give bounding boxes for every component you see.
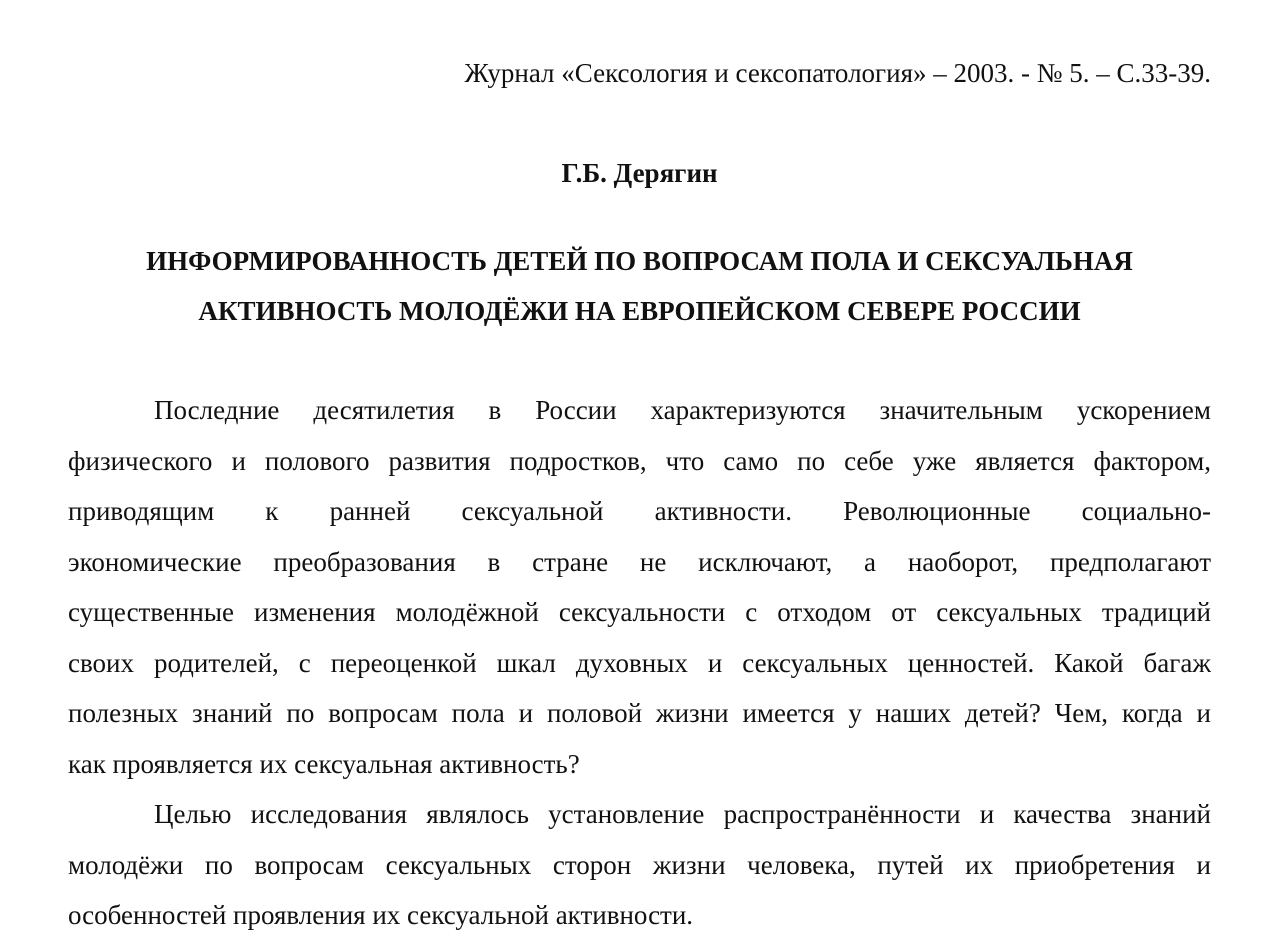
body-text-line: особенностей проявления их сексуальной активности. <box>68 900 694 930</box>
body-text-line: приводящим к ранней сексуальной активности. Революционные социально- <box>68 496 1211 526</box>
article-title <box>68 236 1211 336</box>
article-title-line: ИНФОРМИРОВАННОСТЬ ДЕТЕЙ ПО ВОПРОСАМ ПОЛА И СЕКСУАЛЬНАЯ <box>146 246 1133 276</box>
journal-citation: Журнал «Сексология и сексопатология» – 2003. - № 5. – С.33-39. <box>464 58 1211 88</box>
article-body <box>68 385 1211 941</box>
body-text-line: Целью исследования являлось установление распространённости и качества знаний <box>154 799 1211 829</box>
article-title-line: АКТИВНОСТЬ МОЛОДЁЖИ НА ЕВРОПЕЙСКОМ СЕВЕРЕ РОССИИ <box>198 296 1081 326</box>
paragraph-goal <box>68 789 1211 941</box>
body-text-line: молодёжи по вопросам сексуальных сторон жизни человека, путей их приобретения и <box>68 849 1211 880</box>
paragraph-intro <box>68 385 1211 789</box>
body-text-line: физического и полового развития подростков, что само по себе уже является фактором, <box>68 445 1211 476</box>
body-text-line: экономические преобразования в стране не исключают, а наоборот, предполагают <box>68 546 1211 577</box>
body-text-line: как проявляется их сексуальная активность? <box>68 748 580 779</box>
body-text-line: Последние десятилетия в России характеризуются значительным ускорением <box>154 395 1211 425</box>
body-text-line: своих родителей, с переоценкой шкал духовных и сексуальных ценностей. Какой багаж <box>68 647 1211 678</box>
body-text-line: полезных знаний по вопросам пола и половой жизни имеется у наших детей? Чем, когда и <box>68 698 1211 728</box>
author-name: Г.Б. Дерягин <box>561 158 718 188</box>
body-text-line: существенные изменения молодёжной сексуальности с отходом от сексуальных традиций <box>68 597 1211 627</box>
